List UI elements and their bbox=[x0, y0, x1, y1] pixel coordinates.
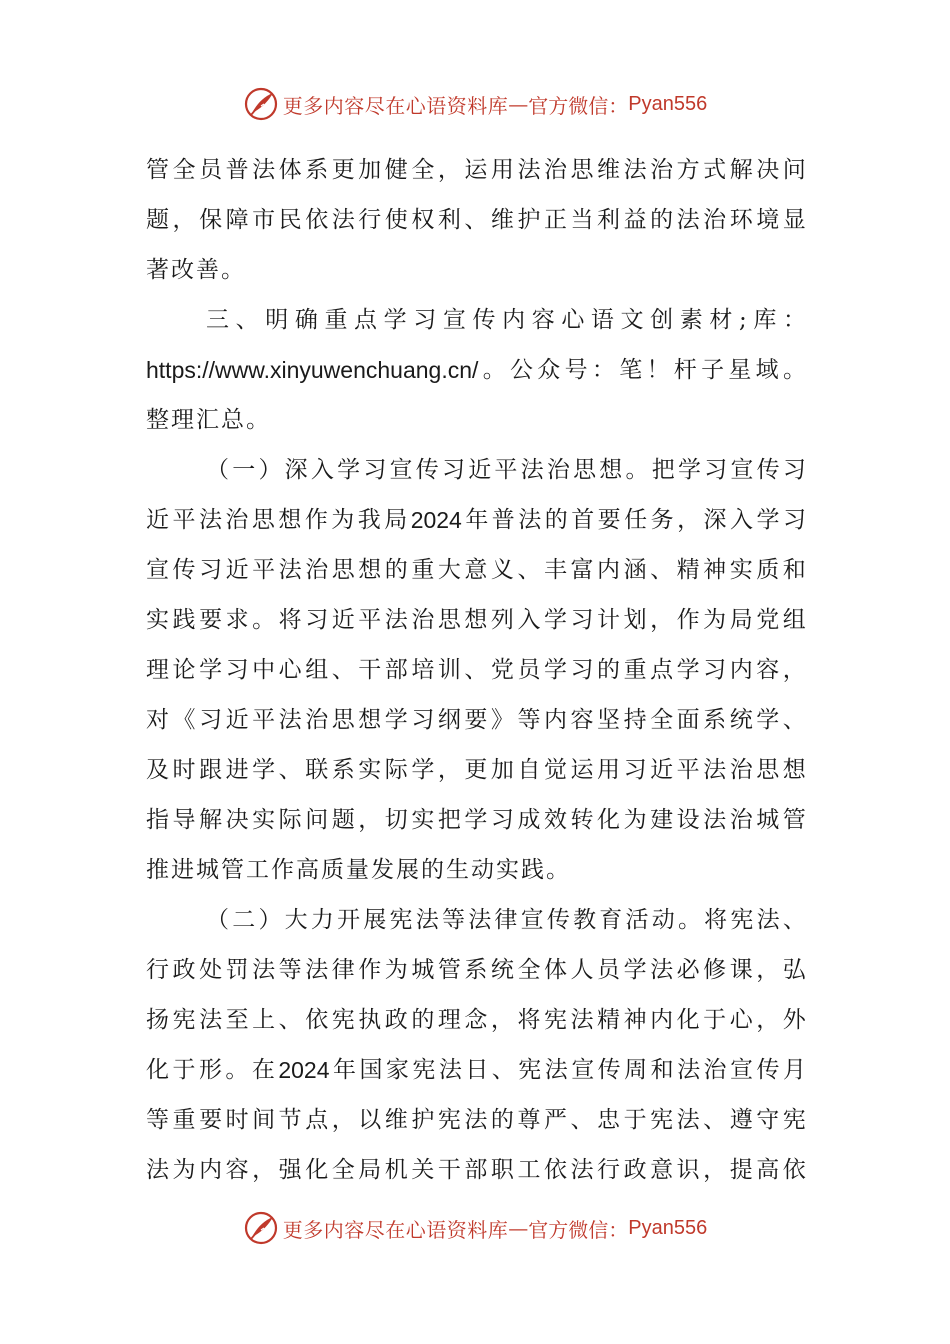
watermark-wechat-label: 官方微信： bbox=[528, 1217, 629, 1242]
body-line: 推进城管工作高质量发展的生动实践。 bbox=[146, 857, 571, 883]
body-line: 著改善。 bbox=[146, 257, 246, 283]
watermark-banner-top bbox=[0, 84, 950, 124]
body-line: 及 时 跟 进 学 、 联 系 实 际 学 ， 更 加 自 觉 运 用 习 近 平 法 治 思 想 bbox=[146, 757, 806, 783]
subsection-heading: （ 一 ） 深 入 学 习 宣 传 习 近 平 法 治 思 想 。 把 学 习 宣 传 习 bbox=[206, 457, 806, 483]
watermark-wechat-id: Pyan556 bbox=[628, 92, 708, 115]
body-line: 近 平 法 治 思 想 作 为 我 局 2024 年 普 法 的 首 要 任 务 ， 深 入 学 习 bbox=[146, 507, 806, 533]
body-line: 理 论 学 习 中 心 组 、 干 部 培 训 、 党 员 学 习 的 重 点 学 习 内 容 ， bbox=[146, 657, 806, 683]
body-line: 扬 宪 法 至 上 、 依 宪 执 政 的 理 念 ， 将 宪 法 精 神 内 化 于 心 ， 外 bbox=[146, 1007, 806, 1033]
subsection-heading: （ 二 ） 大 力 开 展 宪 法 等 法 律 宣 传 教 育 活 动 。 将 宪 法 、 bbox=[206, 907, 806, 933]
body-line: 整理汇总。 bbox=[146, 407, 271, 433]
watermark-separator: — bbox=[508, 92, 529, 116]
feather-pen-logo-icon bbox=[243, 86, 279, 122]
watermark-wechat-label: 官方微信： bbox=[528, 93, 629, 118]
body-line: 题 ， 保 障 市 民 依 法 行 使 权 利 、 维 护 正 当 利 益 的 法 治 环 境 显 bbox=[146, 207, 806, 233]
feather-pen-logo-icon bbox=[243, 1210, 279, 1246]
document-body bbox=[146, 145, 806, 1195]
body-line: 等 重 要 时 间 节 点 ， 以 维 护 宪 法 的 尊 严 、 忠 于 宪 法 、 遵 守 宪 bbox=[146, 1107, 806, 1133]
body-line: 宣 传 习 近 平 法 治 思 想 的 重 大 意 义 、 丰 富 内 涵 、 精 神 实 质 和 bbox=[146, 557, 806, 583]
body-line-url: https://www.xinyuwenchuang.cn/ 。 公 众 号 ： 笔 ！ 杆 子 星 域 。 bbox=[146, 357, 806, 383]
section-heading: 三 、 明 确 重 点 学 习 宣 传 内 容 心 语 文 创 素 材 ; 库 ： bbox=[206, 307, 806, 333]
watermark-text: 更多内容尽在心语资料库 bbox=[282, 1217, 509, 1242]
body-line: 实 践 要 求 。 将 习 近 平 法 治 思 想 列 入 学 习 计 划 ， 作 为 局 党 组 bbox=[146, 607, 806, 633]
watermark-wechat-id: Pyan556 bbox=[628, 1216, 708, 1239]
body-line: 法 为 内 容 ， 强 化 全 局 机 关 干 部 职 工 依 法 行 政 意 识 ， 提 高 依 bbox=[146, 1157, 806, 1183]
body-line: 对 《 习 近 平 法 治 思 想 学 习 纲 要 》 等 内 容 坚 持 全 面 系 统 学 、 bbox=[146, 707, 806, 733]
body-line: 指 导 解 决 实 际 问 题 ， 切 实 把 学 习 成 效 转 化 为 建 设 法 治 城 管 bbox=[146, 807, 806, 833]
watermark-separator: — bbox=[508, 1216, 529, 1240]
watermark-banner-bottom bbox=[0, 1208, 950, 1248]
body-line: 化 于 形 。 在 2024 年 国 家 宪 法 日 、 宪 法 宣 传 周 和 法 治 宣 传 月 bbox=[146, 1057, 806, 1083]
body-line: 行 政 处 罚 法 等 法 律 作 为 城 管 系 统 全 体 人 员 学 法 必 修 课 ， 弘 bbox=[146, 957, 806, 983]
body-line: 管 全 员 普 法 体 系 更 加 健 全 ， 运 用 法 治 思 维 法 治 方 式 解 决 问 bbox=[146, 157, 806, 183]
watermark-text: 更多内容尽在心语资料库 bbox=[282, 93, 509, 118]
